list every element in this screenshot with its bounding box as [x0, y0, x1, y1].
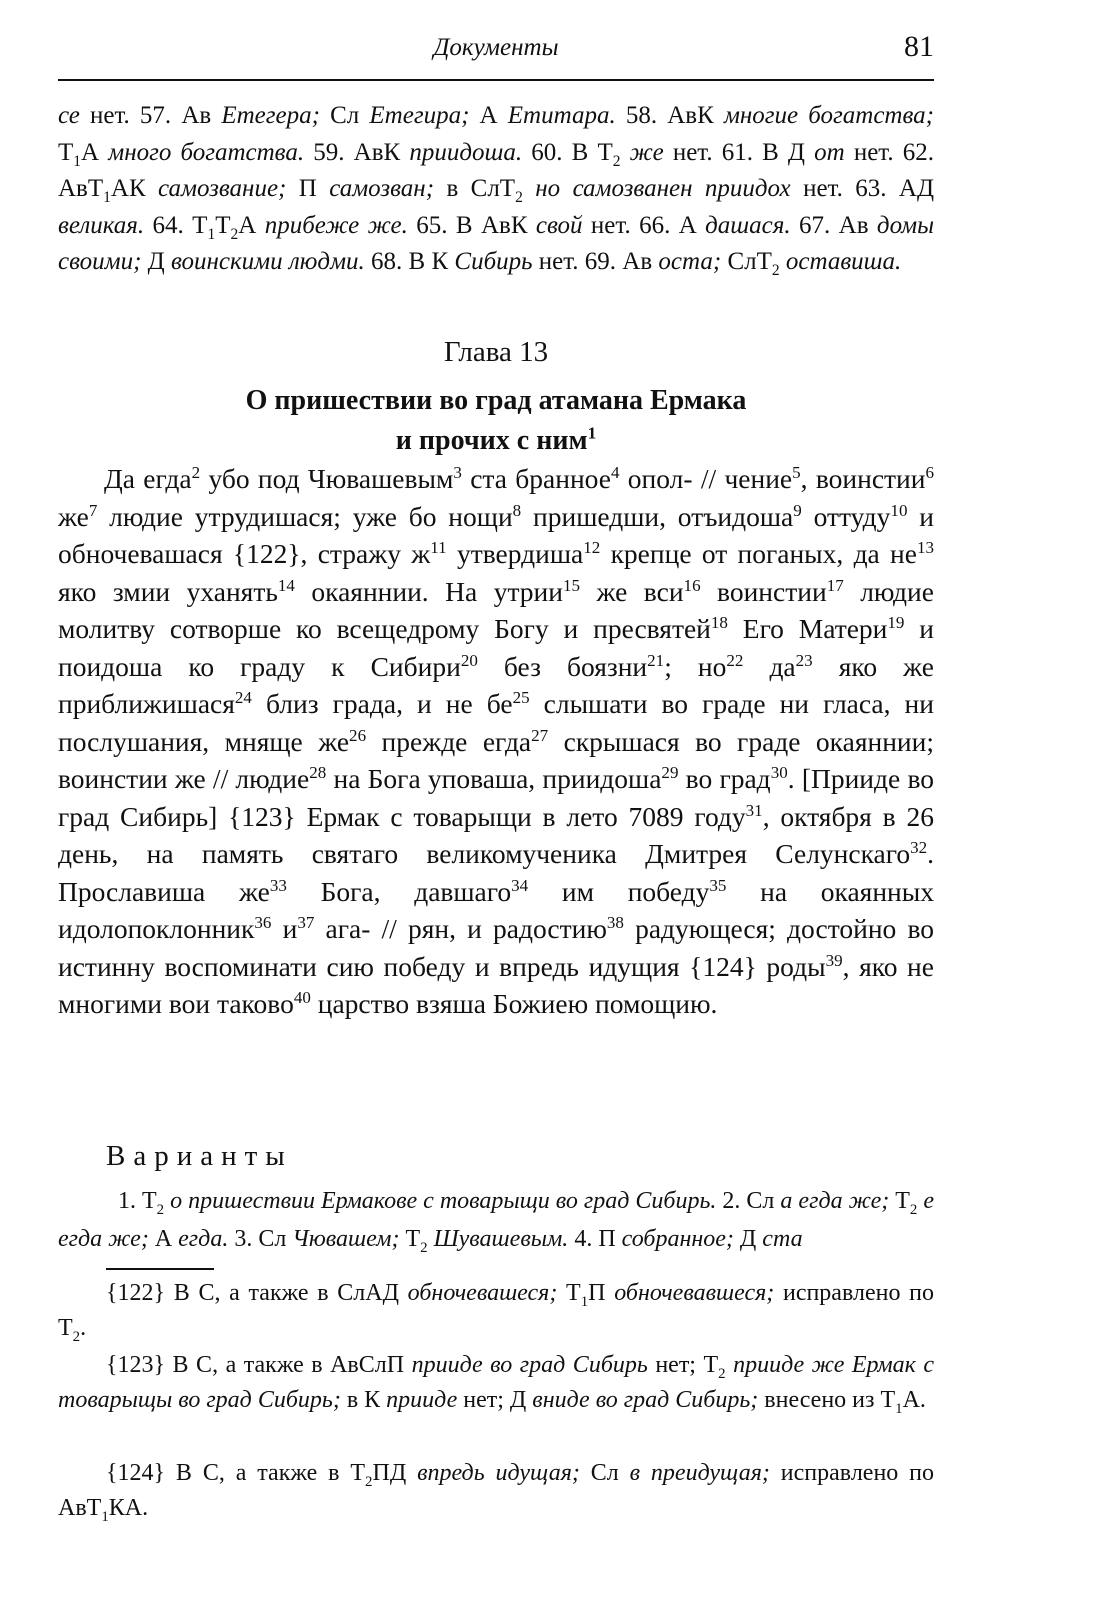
text-run: Бога, давшаго	[286, 875, 512, 907]
text-run: прежде егда	[366, 725, 532, 757]
italic-text: прииде же Ермак с товарыщы во град Сибирь;	[58, 1352, 935, 1413]
footnote-123	[58, 1348, 934, 1418]
text-run: 3. Сл	[228, 1226, 293, 1252]
text-run: АК	[110, 175, 159, 202]
italic-text: приидоша.	[409, 138, 523, 166]
note-reference: 22	[726, 650, 744, 670]
italic-text: много богатства.	[108, 138, 305, 166]
text-run: и обночевашася {122}, стражу ж	[58, 500, 934, 569]
italic-text: Етегира;	[369, 102, 470, 129]
italic-text: от	[814, 138, 845, 166]
italic-text: домы своими;	[58, 211, 935, 275]
text-run: нет. 69. Ав	[532, 248, 659, 275]
note-reference: 18	[710, 612, 728, 632]
text-run: и	[271, 913, 298, 944]
text-run: А	[148, 1226, 179, 1252]
text-run: ага- // рян, и радостию	[314, 913, 607, 944]
note-reference: 15	[562, 575, 581, 595]
text-run	[523, 175, 535, 202]
manuscript-subscript: 2	[230, 225, 239, 243]
note-reference: 21	[647, 650, 665, 670]
text-run: окаяннии. На утрии	[294, 575, 563, 607]
manuscript-subscript: 2	[420, 1239, 428, 1256]
text-run: нет. 61. В Д	[663, 138, 815, 166]
note-reference: 40	[293, 987, 311, 1007]
text-run: слышати во граде ни гласа, ни послушания, мняще же	[58, 688, 934, 757]
text-run: 68. В К	[364, 248, 455, 275]
text-run: Сл	[579, 1460, 630, 1486]
chapter-title-line2: и прочих с ним	[395, 425, 588, 456]
italic-text: прииде во град Сибирь	[411, 1352, 648, 1378]
chapter-title-note-ref: 1	[587, 423, 597, 443]
italic-text: Шувашевым.	[433, 1226, 569, 1252]
text-run: близ града, и не бе	[251, 688, 513, 719]
chapter-body-text	[58, 460, 934, 1023]
italic-text: егда.	[178, 1226, 229, 1252]
text-run: радующеся; достойно во истинну воспоминати сию победу и впредь идущия {124} роды	[58, 913, 934, 982]
note-reference: 30	[770, 762, 788, 782]
italic-text: в преидущая;	[629, 1460, 770, 1486]
text-run: без боязни	[477, 650, 648, 682]
note-reference: 36	[254, 912, 272, 932]
italic-text: оставиша.	[785, 248, 902, 275]
note-reference: 24	[234, 687, 252, 707]
text-run: ; но	[664, 650, 727, 682]
italic-text: впредь идущая;	[417, 1460, 580, 1486]
italic-text: о пришествии Ермакове с товарыщи во град Сибирь.	[170, 1188, 717, 1214]
header-rule	[58, 79, 934, 81]
text-run: {124} В С, а также в Т	[106, 1460, 366, 1486]
note-reference: 3	[453, 462, 462, 482]
text-run: П	[286, 175, 330, 202]
note-reference: 19	[887, 612, 905, 632]
text-run: и поидоша ко граду к Сибири	[58, 613, 934, 682]
text-run: 1. Т	[118, 1188, 157, 1214]
note-reference: 2	[191, 462, 201, 482]
text-run	[726, 1352, 734, 1378]
text-run: крепце от поганых, да не	[600, 538, 917, 569]
text-run: во град	[678, 763, 771, 794]
text-run: Д	[733, 1226, 763, 1252]
text-run: Т	[399, 1226, 421, 1252]
text-run: КА.	[108, 1495, 149, 1521]
note-reference: 16	[683, 575, 701, 595]
text-run: СлТ	[721, 248, 772, 275]
text-run: А	[238, 211, 265, 239]
text-run: нет.	[844, 138, 894, 166]
text-run: людие молитву сотворше ко всещедрому Богу и пресвятей	[58, 575, 934, 644]
note-reference: 17	[826, 575, 844, 595]
text-run: Т	[557, 1280, 581, 1306]
manuscript-subscript: 1	[895, 1400, 903, 1417]
text-run: в СлТ	[434, 175, 516, 202]
note-reference: 12	[583, 537, 601, 557]
note-reference: 4	[610, 462, 620, 482]
text-run: опол- // чение	[619, 463, 793, 494]
note-reference: 10	[890, 500, 908, 520]
text-run: внесено из Т	[758, 1387, 896, 1413]
text-run: Да егда	[104, 463, 192, 494]
text-run: в К	[340, 1387, 387, 1413]
variants-heading: Варианты	[106, 1140, 293, 1172]
manuscript-subscript: 2	[909, 1201, 918, 1218]
note-reference: 29	[661, 762, 679, 782]
running-head	[58, 30, 934, 70]
italic-text: собранное;	[621, 1226, 734, 1252]
manuscript-subscript: 2	[612, 152, 621, 170]
note-reference: 38	[606, 912, 624, 932]
italic-text: се	[58, 102, 80, 129]
manuscript-subscript: 2	[771, 262, 780, 279]
text-run: . [Прииде во град Сибирь] {123} Ермак с товарыщи в лето 7089 году	[58, 763, 934, 832]
text-run: , яко не многими вои таково	[58, 950, 934, 1019]
manuscript-subscript: 1	[580, 1293, 589, 1310]
text-run: Сл	[319, 102, 370, 129]
italic-text: е егда же;	[58, 1188, 935, 1252]
text-run: пришедши, отъидоша	[521, 500, 794, 532]
italic-text: вниде во град Сибирь;	[532, 1387, 759, 1413]
text-run: А.	[902, 1387, 926, 1413]
italic-text: свой	[535, 211, 583, 239]
text-run: Его Матери	[727, 613, 888, 644]
text-run: Т	[889, 1188, 910, 1214]
text-run: оттуду	[801, 500, 891, 532]
note-reference: 7	[88, 500, 98, 520]
note-reference: 23	[795, 650, 813, 670]
text-run: 2. Сл	[716, 1188, 781, 1214]
text-run: {122} В С, а также в СлАД	[106, 1280, 408, 1306]
text-run: нет. 57. Ав	[79, 102, 222, 129]
italic-text: обночевашеся;	[407, 1280, 558, 1306]
italic-text: Етегера;	[221, 102, 320, 129]
italic-text: самозван;	[329, 175, 435, 202]
note-reference: 8	[512, 500, 522, 520]
page-number: 81	[904, 30, 934, 63]
italic-text: Етитара.	[507, 102, 616, 129]
text-run: 62. АвТ	[58, 138, 934, 202]
text-run: царство взяша Божиею помощию.	[310, 988, 718, 1019]
text-run: ста бранное	[461, 463, 611, 494]
italic-text: Чювашем;	[292, 1226, 400, 1252]
footnote-124	[58, 1456, 934, 1526]
text-run: на Бога уповаша, приидоша	[326, 763, 662, 794]
text-run: людие утрудишася; уже бо нощи	[97, 500, 513, 532]
text-run: 67. Ав	[790, 211, 877, 239]
italic-text: же	[629, 138, 664, 166]
text-run: 60. В Т	[522, 138, 613, 166]
italic-text: Сибирь	[454, 248, 533, 275]
text-run: А	[81, 138, 109, 166]
manuscript-subscript: 2	[72, 1328, 81, 1345]
text-run: нет; Т	[647, 1352, 719, 1378]
text-run: яко же приближишася	[58, 650, 935, 719]
manuscript-subscript: 1	[101, 1508, 109, 1525]
italic-text: обночевавшеся;	[614, 1280, 775, 1306]
note-reference: 26	[349, 725, 367, 745]
manuscript-subscript: 1	[207, 225, 216, 243]
text-run: Т	[58, 138, 74, 166]
text-run: 4. П	[568, 1226, 622, 1252]
manuscript-subscript: 2	[718, 1365, 726, 1382]
italic-text: дашася.	[705, 211, 791, 239]
text-run	[621, 139, 630, 166]
note-reference: 5	[792, 462, 801, 482]
note-reference: 37	[297, 912, 315, 932]
running-title: Документы	[433, 34, 559, 61]
italic-text: ста	[762, 1226, 803, 1252]
italic-text: великая.	[58, 211, 145, 239]
note-reference: 13	[916, 537, 935, 557]
variants-list	[58, 1182, 934, 1258]
chapter-label: Глава 13	[443, 336, 549, 368]
text-run: .	[80, 1315, 87, 1341]
manuscript-subscript: 1	[103, 189, 111, 206]
variant-notes-continued	[58, 98, 934, 281]
text-run: ПД	[372, 1460, 418, 1486]
italic-text: самозвание;	[158, 175, 287, 202]
note-reference: 33	[269, 875, 287, 895]
note-reference: 27	[531, 725, 549, 745]
text-run: {123} В С, а также в АвСлП	[106, 1352, 412, 1378]
text-run: 58. АвК	[615, 102, 724, 129]
text-run: воинстии	[700, 575, 827, 607]
italic-text: воинскими людми.	[170, 248, 365, 275]
chapter-title	[58, 381, 934, 461]
note-reference: 11	[430, 537, 447, 557]
text-run: нет. 66. А	[582, 211, 706, 239]
note-reference: 28	[309, 762, 327, 782]
text-run: Д	[141, 248, 171, 275]
text-run: 63. АД	[842, 175, 935, 202]
text-run: убо под Чювашевым	[200, 463, 454, 494]
italic-text: а егда же;	[780, 1188, 890, 1214]
note-reference: 34	[511, 875, 529, 895]
footnote-122	[58, 1276, 934, 1346]
note-reference: 14	[277, 575, 295, 595]
text-run: 59. АвК	[304, 138, 410, 166]
manuscript-subscript: 2	[365, 1473, 373, 1490]
text-run: . Прославиша же	[58, 838, 934, 907]
chapter-title-line1: О пришествии во град атамана Ермака	[245, 385, 747, 416]
text-run: скрышася во граде окаяннии; воинстии же // людие	[58, 725, 934, 794]
note-reference: 9	[793, 500, 802, 520]
italic-text: прииде	[386, 1387, 458, 1413]
note-reference: 32	[910, 837, 928, 857]
italic-text: прибеже же.	[264, 211, 408, 239]
italic-text: многие богатства;	[723, 102, 934, 129]
italic-text: оста;	[658, 248, 722, 275]
note-reference: 25	[512, 687, 530, 707]
note-reference: 35	[709, 875, 727, 895]
text-run: же	[58, 500, 89, 532]
text-run: им победу	[528, 875, 710, 907]
text-run: же вси	[580, 575, 684, 607]
note-reference: 31	[745, 800, 763, 820]
text-run: нет; Д	[457, 1387, 533, 1413]
note-reference: 39	[825, 950, 843, 970]
text-run: утвердиша	[446, 538, 584, 569]
text-run: , октября в 26 день, на память святаго великомученика Дмитрея Селунскаго	[58, 800, 934, 869]
footnote-separator	[106, 1268, 214, 1270]
text-run: да	[743, 650, 796, 682]
text-run: нет.	[790, 175, 843, 202]
text-run: А	[469, 102, 508, 129]
text-run: исправлено по АвТ	[58, 1460, 935, 1521]
manuscript-subscript: 2	[156, 1201, 165, 1218]
italic-text: но самозванен приидох	[535, 175, 791, 202]
text-run: яко змии уханять	[58, 575, 278, 607]
text-run: 65. В АвК	[407, 211, 536, 239]
note-reference: 6	[925, 462, 935, 482]
text-run: П	[588, 1280, 615, 1306]
text-run: , воинстии	[800, 463, 926, 494]
manuscript-subscript: 2	[515, 189, 523, 206]
text-run: 64. Т	[144, 211, 208, 239]
text-run: Т	[215, 211, 231, 239]
manuscript-subscript: 1	[73, 152, 82, 170]
text-run: на окаянных идолопоклонник	[58, 875, 934, 944]
text-run: исправлено по Т	[58, 1280, 934, 1341]
note-reference: 20	[460, 650, 478, 670]
